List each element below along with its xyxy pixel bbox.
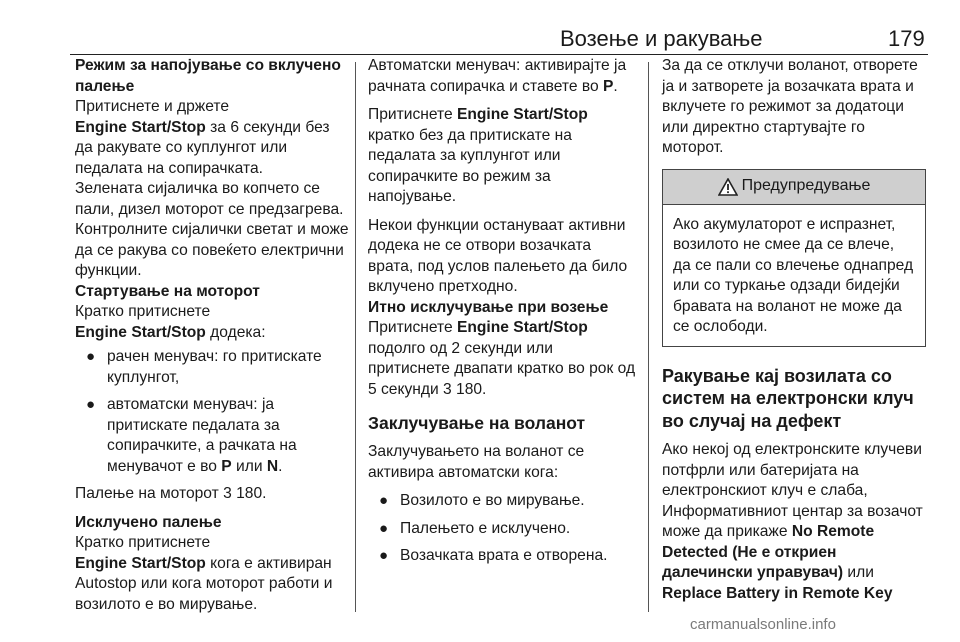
column-divider-1 [355, 62, 356, 612]
button-name: Engine Start/Stop [75, 323, 206, 341]
paragraph: Зелената сијаличка во копчето се пали, дизел моторот се предзагрева. Контролните сијалички светат и може да се ракува со повеќето електрични функции. [75, 180, 349, 279]
button-name: Engine Start/Stop [456, 106, 588, 123]
message-text: No Remote Detected (Не е откриен далечински управувач) [662, 523, 875, 581]
paragraph: Кратко притиснете [75, 534, 211, 551]
bullet-icon: ● [379, 492, 389, 509]
paragraph: Engine Start/Stop за 6 секунди без да ракувате со куплунгот или педалата на сопирачката. [75, 118, 330, 177]
bullet-list [75, 347, 350, 477]
page-header [0, 0, 960, 56]
paragraph: Притиснете Engine Start/Stop кратко без да притискате на педалата за куплунгот или сопирачките во режим за напојување. [368, 106, 588, 205]
section-heading-steering-lock: Заклучување на воланот [368, 413, 586, 433]
column-1 [75, 56, 350, 615]
paragraph: Ако некој од електронските клучеви потфрли или батеријата на електронскиот клуч е слаба, Информативниот центар за возачот може да прикаже No Remote Detected (Не е откриен далечински управувач) или Replace Battery in Remote Key [662, 441, 923, 602]
paragraph: Некои функции остануваат активни додека не се отвори возачката врата, под услов палењето да било вклучено претходно. [368, 216, 628, 295]
header-divider [70, 54, 928, 55]
paragraph: Палење на моторот 3 180. [75, 485, 267, 502]
message-text: Replace Battery in Remote Key [662, 584, 893, 602]
list-item: ● Палењето е исклучено. [368, 519, 638, 540]
column-3 [662, 56, 930, 604]
paragraph: Кратко притиснете [75, 303, 211, 320]
bullet-list [368, 491, 638, 567]
list-item: ● рачен менувач: го притискате куплунгот, [86, 348, 322, 386]
page-reference[interactable]: 3 180. [223, 485, 267, 502]
warning-box [662, 169, 926, 347]
section-heading-emergency-shutoff: Итно исклучување при возење [368, 298, 609, 316]
bullet-icon: ● [86, 396, 96, 413]
warning-header [663, 170, 925, 205]
warning-triangle-icon [718, 178, 738, 196]
paragraph: Заклучувањето на воланот се активира автоматски кога: [368, 443, 585, 481]
page-number: 179 [888, 26, 925, 51]
section-heading-ignition-off: Исклучено палење [75, 513, 222, 531]
column-divider-2 [648, 62, 649, 612]
button-name: Engine Start/Stop [456, 319, 588, 336]
bullet-icon: ● [379, 547, 389, 564]
list-item: ● автоматски менувач: ја притискате педалата за сопирачките, а рачката на менувачот е во P или N. [86, 396, 297, 475]
page-reference[interactable]: 3 180. [443, 380, 487, 398]
column-2 [368, 56, 638, 574]
watermark: carmanualsonline.info [690, 616, 836, 633]
paragraph: Притиснете и држете [75, 98, 230, 115]
bullet-icon: ● [379, 519, 389, 537]
warning-text: Ако акумулаторот е испразнет, возилото не смее да се влече, да се пали со влечење однапред или со туркање одзади бидејќи бравата на воланот не може да се ослободи. [673, 215, 914, 335]
list-item: ● Возачката врата е отворена. [368, 546, 638, 567]
paragraph: Engine Start/Stop додека: [75, 323, 266, 341]
button-name: Engine Start/Stop [75, 554, 206, 572]
section-heading-power-mode: Режим за напојување со вклучено палење [75, 57, 341, 95]
paragraph: Притиснете Engine Start/Stop подолго од 2 секунди или притиснете двапати кратко во рок од 5 секунди 3 180. [368, 319, 636, 398]
button-name: Engine Start/Stop [75, 118, 206, 136]
bullet-icon: ● [86, 348, 96, 365]
paragraph: Engine Start/Stop кога е активиран Autostop или кога моторот работи и возилото е во мирување. [75, 554, 333, 613]
page-title: Возење и ракување [560, 26, 763, 51]
list-item: ● Возилото е во мирување. [368, 491, 638, 512]
warning-title: Предупредување [741, 177, 871, 195]
paragraph: Автоматски менувач: активирајте ја рачната сопирачка и ставете во P. [368, 57, 627, 95]
paragraph: За да се отклучи воланот, отворете ја и затворете ја возачката врата и вклучете го режимот за додатоци или директно стартувајте го моторот. [662, 57, 918, 156]
section-heading-engine-start: Стартување на моторот [75, 282, 260, 300]
section-heading-electronic-key-fault: Ракување кај возилата со систем на електронски клуч во случај на дефект [662, 365, 914, 431]
